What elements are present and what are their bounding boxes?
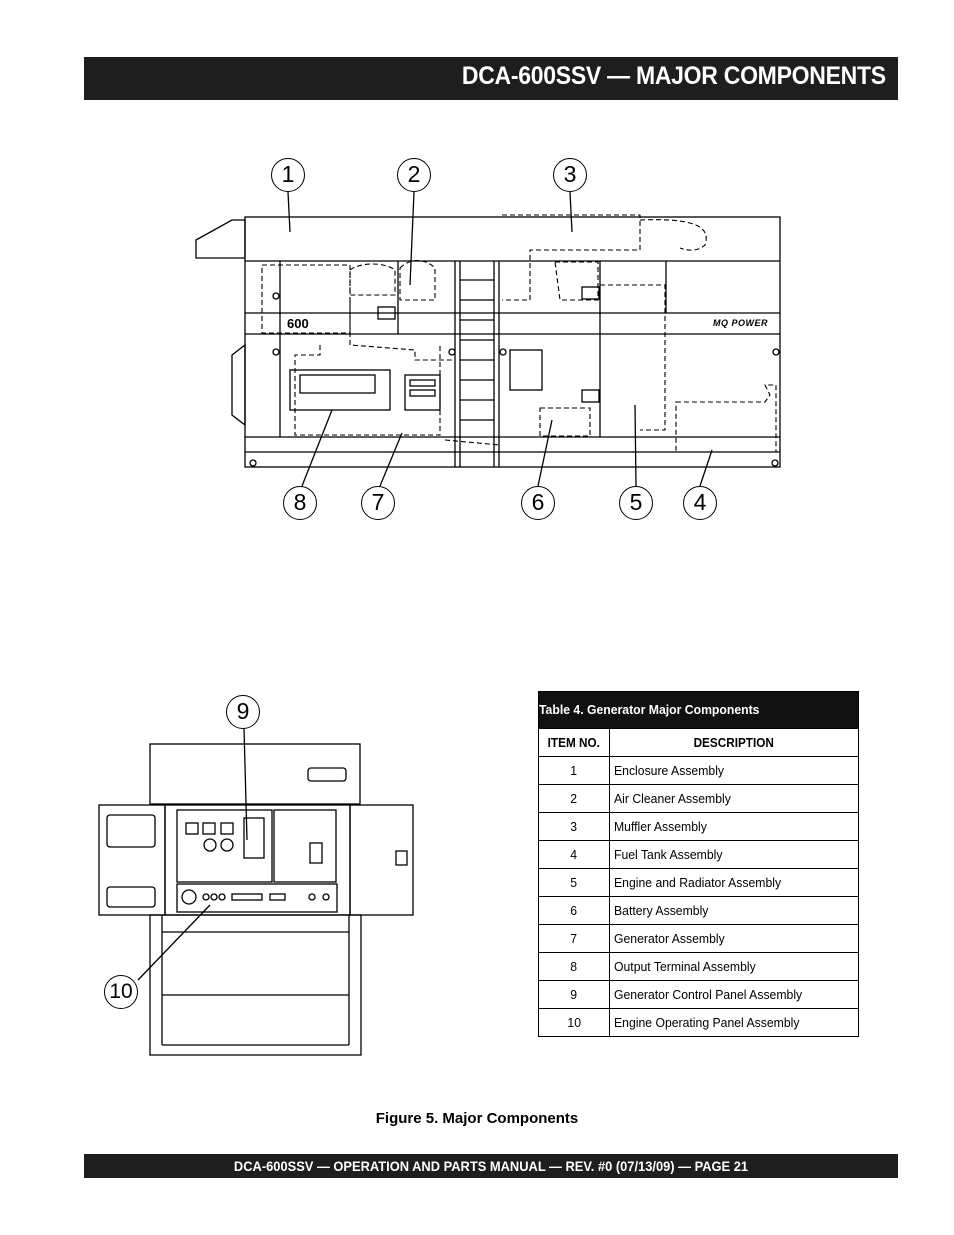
table-row: 8 Output Terminal Assembly <box>539 953 859 981</box>
table-row: 2 Air Cleaner Assembly <box>539 785 859 813</box>
table-row: 4 Fuel Tank Assembly <box>539 841 859 869</box>
callout-4: 4 <box>683 486 717 520</box>
brand-logo: MQ POWER <box>713 318 768 328</box>
table-header-row <box>539 729 859 757</box>
page-footer <box>84 1154 898 1178</box>
column-header-item: ITEM NO. <box>539 729 610 757</box>
callout-8: 8 <box>283 486 317 520</box>
table-row: 1 Enclosure Assembly <box>539 757 859 785</box>
column-header-description: DESCRIPTION <box>610 729 859 757</box>
table-row: 10 Engine Operating Panel Assembly <box>539 1009 859 1037</box>
table-row: 9 Generator Control Panel Assembly <box>539 981 859 1009</box>
callout-9: 9 <box>226 695 260 729</box>
table-caption: Table 4. Generator Major Components <box>539 692 859 729</box>
components-table <box>538 691 859 1037</box>
table-row: 3 Muffler Assembly <box>539 813 859 841</box>
callout-7: 7 <box>361 486 395 520</box>
callout-5: 5 <box>619 486 653 520</box>
callout-3: 3 <box>553 158 587 192</box>
callout-1: 1 <box>271 158 305 192</box>
enclosure-outline <box>245 217 780 467</box>
table-row: 5 Engine and Radiator Assembly <box>539 869 859 897</box>
callout-6: 6 <box>521 486 555 520</box>
callout-2: 2 <box>397 158 431 192</box>
figure-caption: Figure 5. Major Components <box>375 1110 579 1127</box>
page-title: DCA-600SSV — MAJOR COMPONENTS <box>462 62 886 90</box>
model-label: 600 <box>287 316 309 331</box>
table-row: 6 Battery Assembly <box>539 897 859 925</box>
table-row: 7 Generator Assembly <box>539 925 859 953</box>
callout-10: 10 <box>104 975 138 1009</box>
footer-text: DCA-600SSV — OPERATION AND PARTS MANUAL — REV. #0 (07/13/09) — PAGE 21 <box>233 1158 749 1174</box>
